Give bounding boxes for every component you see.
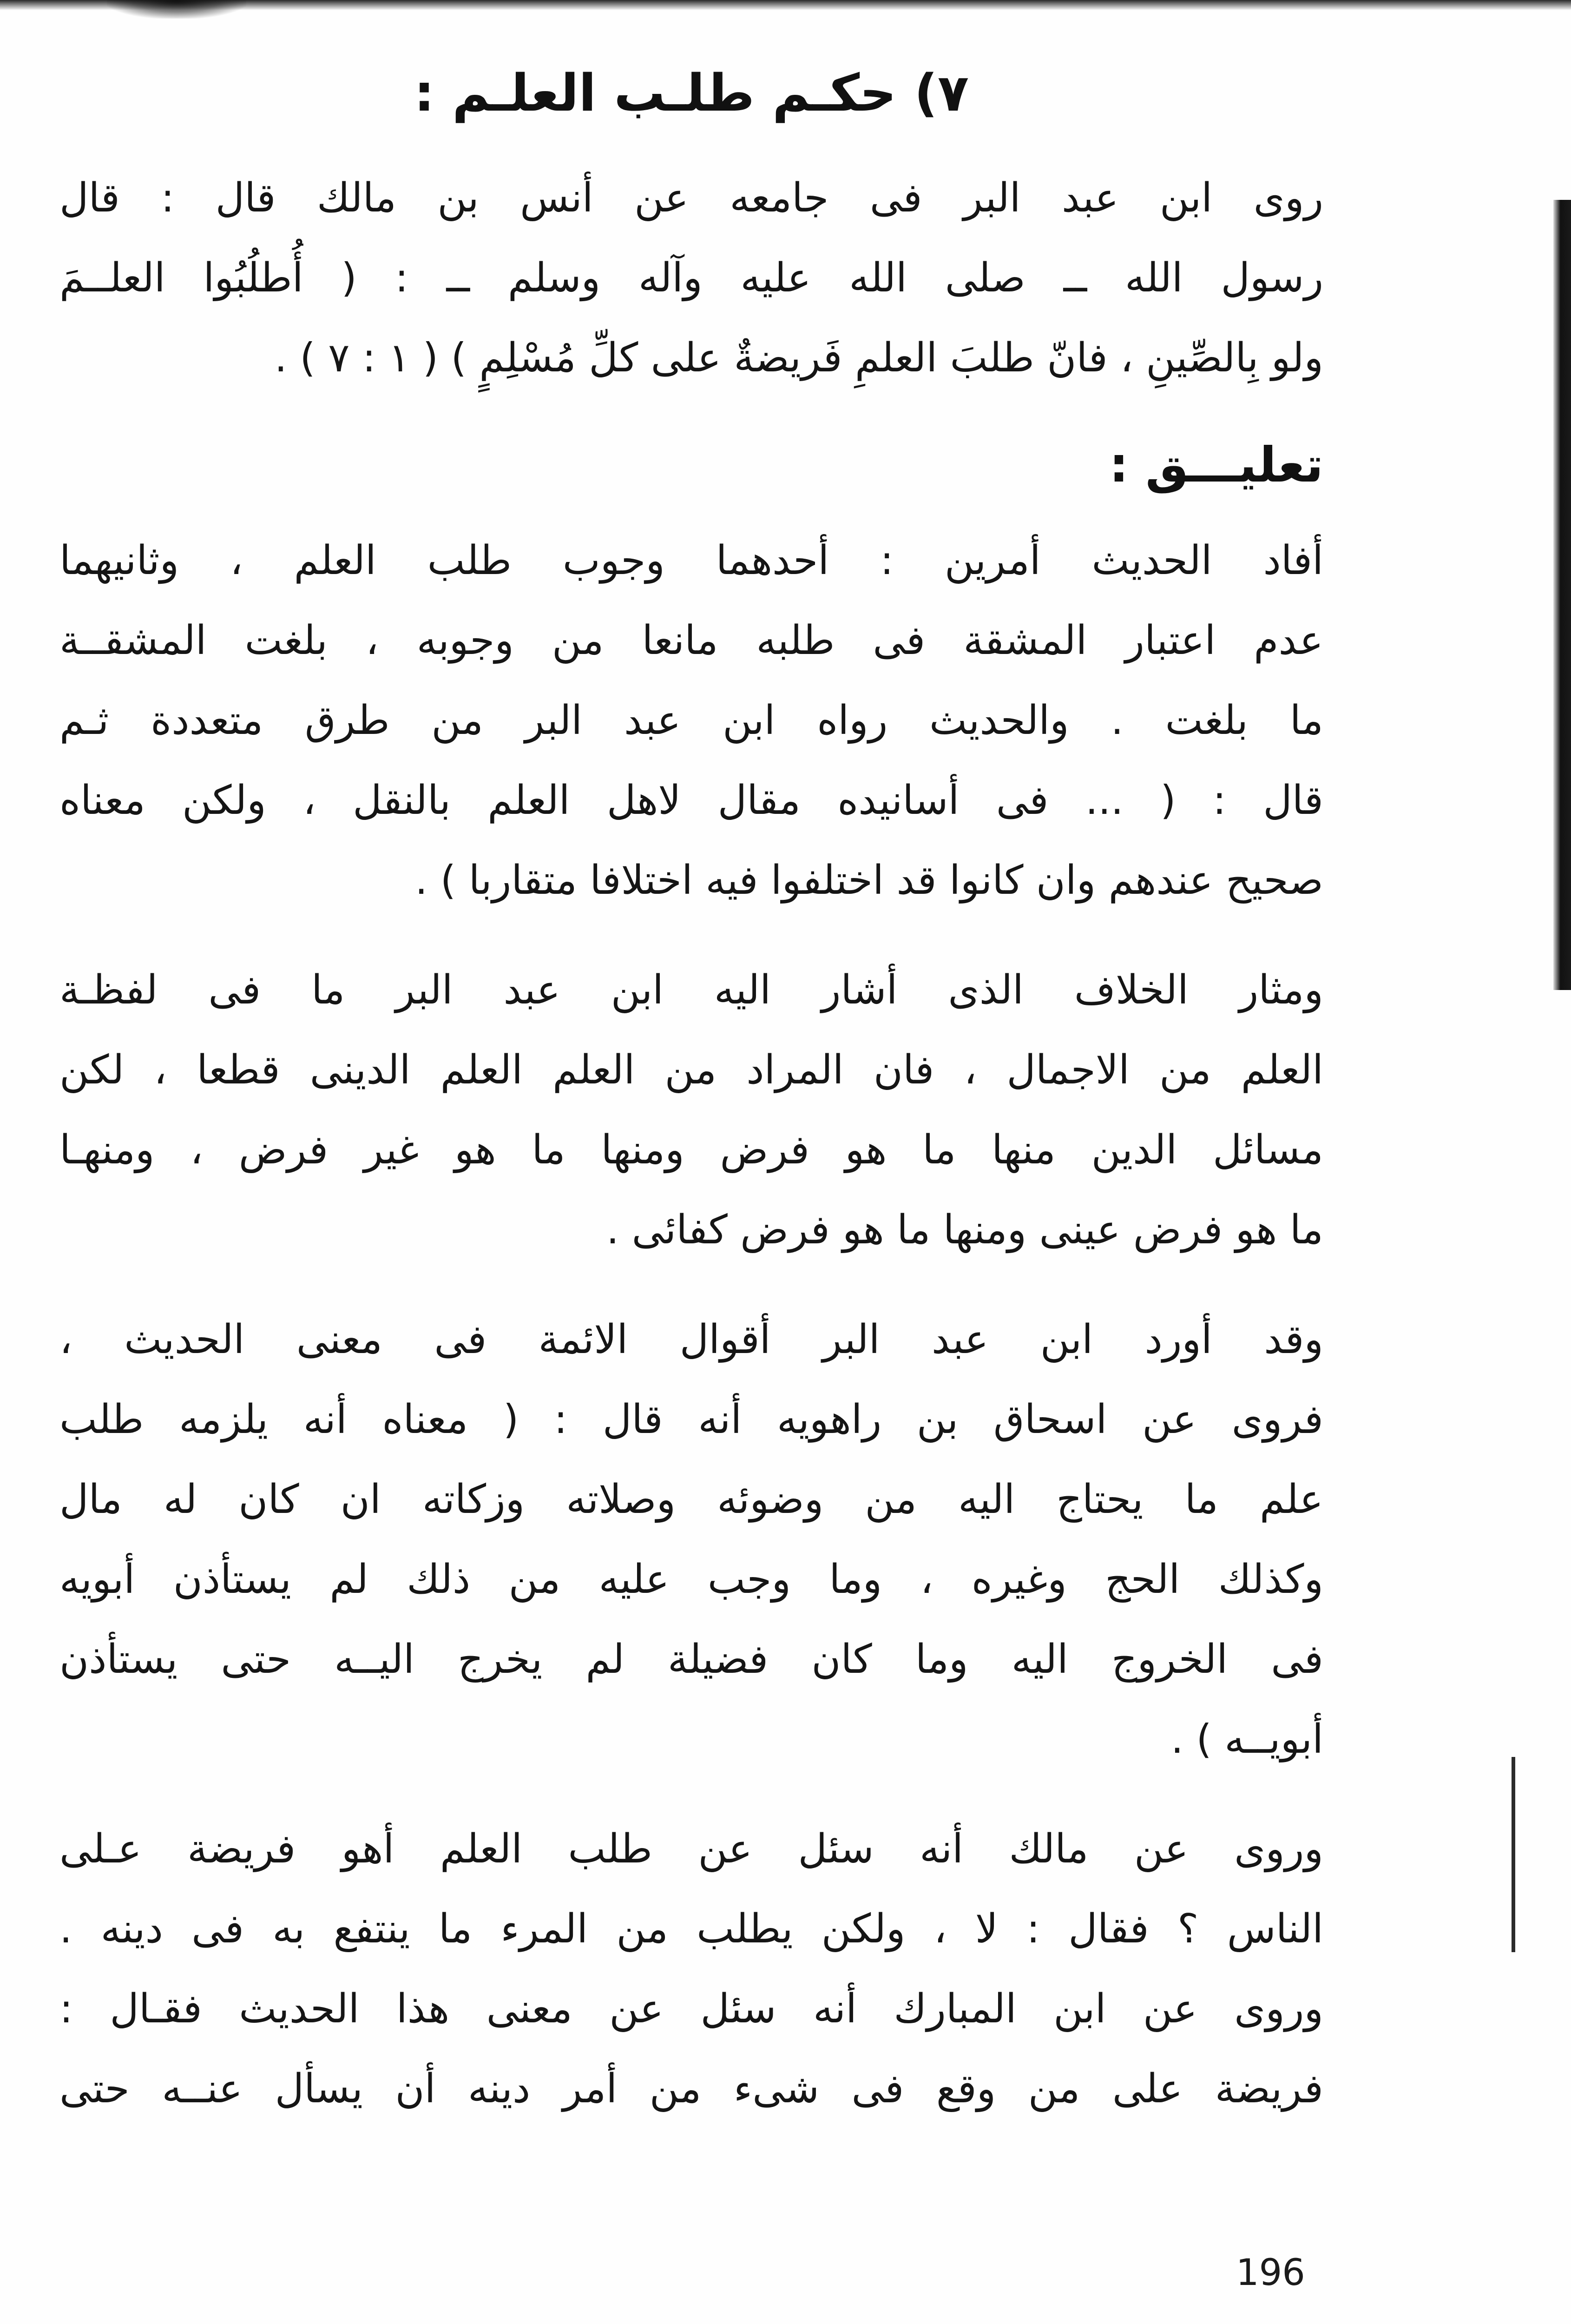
comment-paragraph — [59, 1300, 1323, 1779]
text-line: علم ما يحتاج اليه من وضوئه وصلاته وزكاته ان كان له مال — [59, 1476, 1323, 1523]
text-line: الناس ؟ فقال : لا ، ولكن يطلب من المرء ما ينتفع به فى دينه . — [59, 1906, 1323, 1952]
text-line: وقد أورد ابن عبد البر أقوال الائمة فى معنى الحديث ، — [59, 1316, 1323, 1363]
text-line: مسائل الدين منها ما هو فرض ومنها ما هو غير فرض ، ومنهـا — [59, 1127, 1323, 1173]
text-line: قال : ( ... فى أسانيده مقال لاهل العلم بالنقل ، ولكن معناه — [59, 777, 1323, 824]
text-line: وروى عن ابن المبارك أنه سئل عن معنى هذا الحديث فقـال : — [59, 1986, 1323, 2032]
comment-paragraph — [59, 1809, 1323, 2129]
text-line: ومثار الخلاف الذى أشار اليه ابن عبد البر ما فى لفظـة — [59, 967, 1323, 1013]
section-heading: ٧) حكـم طلـب العلـم : — [414, 63, 969, 123]
text-line: ما بلغت . والحديث رواه ابن عبد البر من طرق متعددة ثـم — [59, 697, 1323, 744]
text-line: وروى عن مالك أنه سئل عن طلب العلم أهو فريضة عـلى — [59, 1826, 1323, 1872]
text-line: روى ابن عبد البر فى جامعه عن أنس بن مالك قال : قال — [59, 175, 1323, 221]
hadith-paragraph — [59, 158, 1323, 398]
text-line: أفاد الحديث أمرين : أحدهما وجوب طلب العلم ، وثانيهما — [59, 537, 1323, 584]
comment-heading: تعليـــق : — [1109, 436, 1323, 493]
text-line: ولو بِالصِّينِ ، فانّ طلبَ العلمِ فَريضةٌ على كلِّ مُسْلِمٍ ) ( ١ : ٧ ) . — [274, 335, 1323, 381]
scan-ink-blot — [107, 0, 246, 19]
text-line: ما هو فرض عينى ومنها ما هو فرض كفائى . — [606, 1207, 1323, 1253]
scan-binding-shadow — [1553, 200, 1571, 990]
scan-margin-mark — [1512, 1757, 1515, 1952]
text-line: عدم اعتبار المشقة فى طلبه مانعا من وجوبه ، بلغت المشقــة — [59, 617, 1323, 664]
page-number: 196 — [1236, 2252, 1305, 2294]
text-line: وكذلك الحج وغيره ، وما وجب عليه من ذلك لم يستأذن أبويه — [59, 1556, 1323, 1603]
text-line: فى الخروج اليه وما كان فضيلة لم يخرج اليــه حتى يستأذن — [59, 1636, 1323, 1683]
text-line: العلم من الاجمال ، فان المراد من العلم العلم الدينى قطعا ، لكن — [59, 1047, 1323, 1093]
text-line: رسول الله ــ صلى الله عليه وآله وسلم ــ : ( أُطلُبُوا العلــمَ — [59, 255, 1323, 301]
text-line: فريضة على من وقع فى شىء من أمر دينه أن يسأل عنــه حتى — [59, 2066, 1323, 2112]
text-line: أبويــه ) . — [1170, 1716, 1323, 1763]
text-line: فروى عن اسحاق بن راهويه أنه قال : ( معناه أنه يلزمه طلب — [59, 1396, 1323, 1443]
text-line: صحيح عندهم وان كانوا قد اختلفوا فيه اختلافا متقاربا ) . — [415, 857, 1323, 904]
comment-paragraph — [59, 950, 1323, 1270]
comment-paragraph — [59, 521, 1323, 920]
text-body — [59, 56, 1323, 2159]
